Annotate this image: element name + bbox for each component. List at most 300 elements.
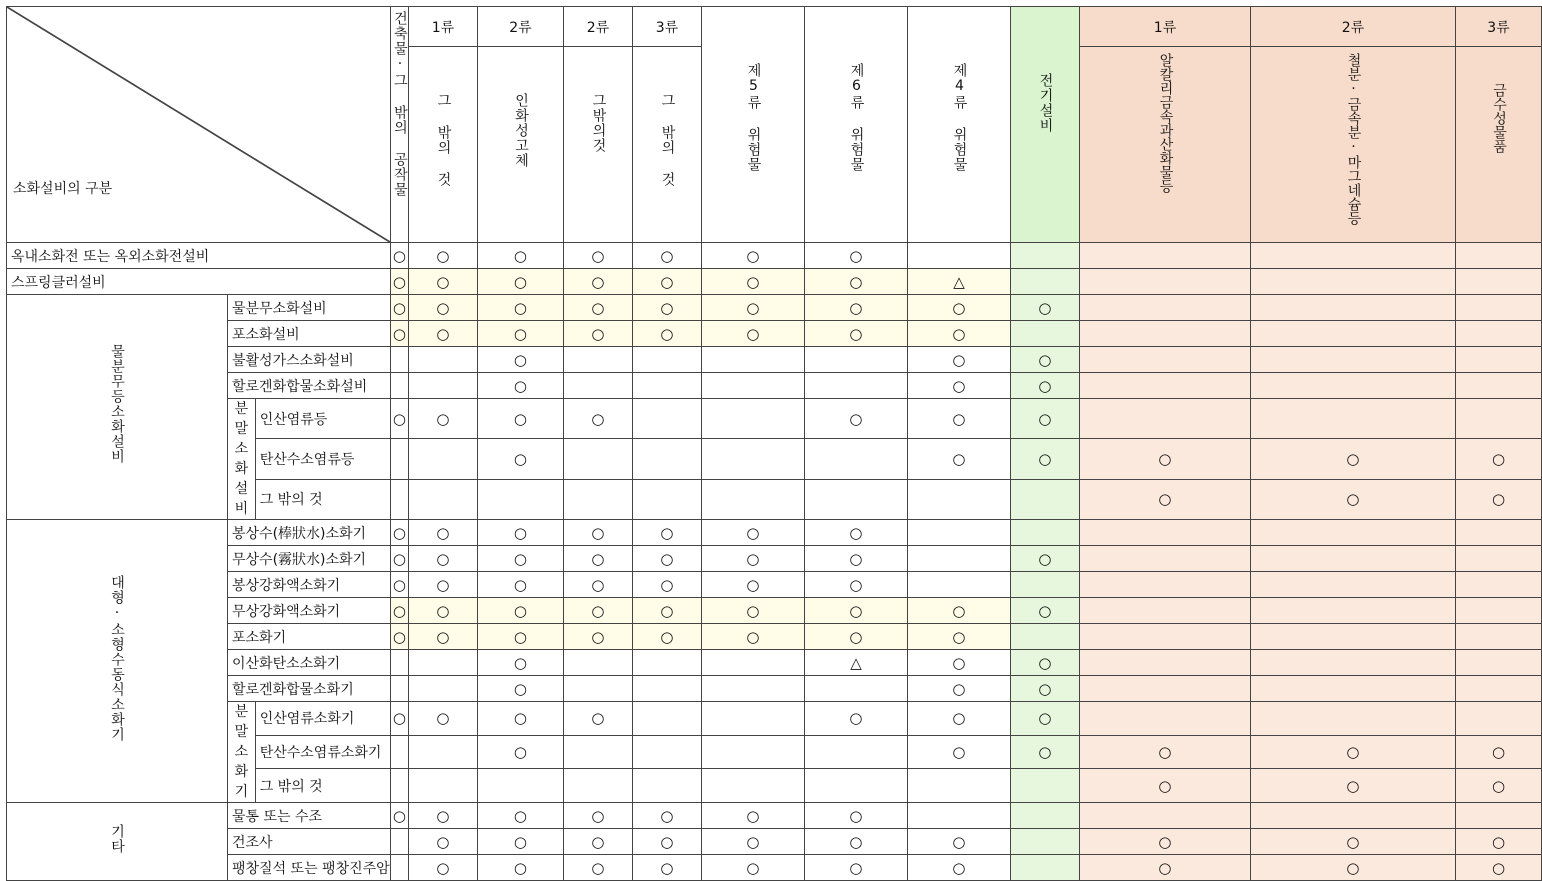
- subgroup-label-powder2: 분말소화기: [228, 702, 256, 803]
- table-cell: [907, 769, 1010, 803]
- table-row: [7, 243, 1542, 269]
- table-cell: ○: [390, 624, 408, 650]
- table-cell: ○: [701, 546, 804, 572]
- table-cell: [1250, 624, 1455, 650]
- row-label: 포소화설비: [228, 321, 391, 347]
- table-cell: ○: [907, 855, 1010, 881]
- table-cell: [1010, 769, 1079, 803]
- table-cell: [1250, 373, 1455, 399]
- table-cell: ○: [1010, 650, 1079, 676]
- table-cell: [701, 439, 804, 479]
- table-cell: [408, 479, 477, 519]
- table-cell: ○: [1079, 855, 1250, 881]
- table-cell: [563, 479, 632, 519]
- diagonal-line: [7, 7, 390, 242]
- table-cell: [804, 439, 907, 479]
- table-cell: ○: [563, 598, 632, 624]
- table-cell: [1079, 572, 1250, 598]
- table-cell: ○: [1010, 702, 1079, 736]
- table-cell: [1079, 243, 1250, 269]
- row-label: 무상강화액소화기: [228, 598, 391, 624]
- table-cell: ○: [1010, 735, 1079, 769]
- table-cell: [1250, 676, 1455, 702]
- table-cell: [1079, 676, 1250, 702]
- table-cell: ○: [804, 803, 907, 829]
- table-cell: ○: [907, 347, 1010, 373]
- table-cell: ○: [477, 650, 563, 676]
- table-cell: [563, 439, 632, 479]
- table-cell: ○: [563, 572, 632, 598]
- table-cell: ○: [563, 624, 632, 650]
- table-cell: [390, 769, 408, 803]
- table-cell: ○: [1250, 829, 1455, 855]
- table-cell: ○: [907, 598, 1010, 624]
- col-header-structures: 건축물·그 밖의 공작물: [390, 7, 408, 243]
- table-cell: ○: [701, 855, 804, 881]
- table-cell: ○: [1010, 439, 1079, 479]
- table-cell: ○: [408, 520, 477, 546]
- table-cell: [1250, 399, 1455, 439]
- col-top-class1: 1류: [408, 7, 477, 47]
- table-cell: [408, 373, 477, 399]
- group-label-portable: 대형·소형수동식소화기: [7, 520, 228, 803]
- table-cell: ○: [1079, 479, 1250, 519]
- table-cell: [701, 650, 804, 676]
- table-cell: [1079, 598, 1250, 624]
- table-cell: [1079, 399, 1250, 439]
- table-row: [7, 321, 1542, 347]
- table-cell: [1250, 520, 1455, 546]
- table-cell: ○: [701, 803, 804, 829]
- table-cell: [1010, 572, 1079, 598]
- row-label: 할로겐화합물소화설비: [228, 373, 391, 399]
- row-label: 무상수(霧狀水)소화기: [228, 546, 391, 572]
- table-cell: ○: [804, 321, 907, 347]
- table-cell: ○: [632, 572, 701, 598]
- table-cell: [1455, 243, 1541, 269]
- table-cell: [701, 735, 804, 769]
- table-cell: [632, 769, 701, 803]
- table-cell: ○: [563, 702, 632, 736]
- table-cell: [1010, 829, 1079, 855]
- table-cell: [1010, 321, 1079, 347]
- table-cell: [1455, 676, 1541, 702]
- table-cell: [1250, 347, 1455, 373]
- table-cell: [1079, 546, 1250, 572]
- table-cell: ○: [563, 546, 632, 572]
- table-cell: ○: [477, 439, 563, 479]
- table-cell: ○: [1250, 479, 1455, 519]
- table-cell: ○: [390, 243, 408, 269]
- table-cell: ○: [804, 295, 907, 321]
- table-cell: [632, 479, 701, 519]
- table-cell: ○: [632, 624, 701, 650]
- table-cell: ○: [907, 295, 1010, 321]
- row-label: 인산염류소화기: [255, 702, 390, 736]
- table-cell: ○: [1079, 735, 1250, 769]
- table-cell: [408, 735, 477, 769]
- table-row: [7, 829, 1542, 855]
- table-cell: [563, 347, 632, 373]
- table-cell: [1079, 624, 1250, 650]
- table-cell: ○: [701, 624, 804, 650]
- table-cell: ○: [563, 321, 632, 347]
- table-cell: [408, 650, 477, 676]
- table-cell: [390, 439, 408, 479]
- table-cell: [1010, 479, 1079, 519]
- table-cell: [1455, 546, 1541, 572]
- corner-header: [7, 7, 391, 243]
- table-cell: [1455, 269, 1541, 295]
- row-label: 인산염류등: [255, 399, 390, 439]
- table-cell: [1079, 295, 1250, 321]
- table-cell: ○: [390, 546, 408, 572]
- table-cell: ○: [804, 243, 907, 269]
- group-label-water: 물분무등소화설비: [7, 295, 228, 520]
- table-cell: [701, 676, 804, 702]
- subgroup-label-powder1: 분말소화설비: [228, 399, 256, 520]
- table-cell: ○: [1455, 829, 1541, 855]
- col-top-class2-special: 2류: [1250, 7, 1455, 47]
- corner-label: 소화설비의 구분: [13, 181, 113, 197]
- table-cell: [1455, 598, 1541, 624]
- table-cell: ○: [477, 399, 563, 439]
- table-cell: ○: [1250, 855, 1455, 881]
- table-row: [7, 373, 1542, 399]
- table-cell: [1455, 624, 1541, 650]
- table-row: [7, 624, 1542, 650]
- table-cell: [1455, 520, 1541, 546]
- table-cell: ○: [408, 295, 477, 321]
- table-cell: ○: [907, 373, 1010, 399]
- table-cell: [632, 650, 701, 676]
- col-header-iron-metal-magnesium: 철분·금속분·마그네슘등: [1250, 47, 1455, 243]
- table-cell: [477, 479, 563, 519]
- table-cell: ○: [1455, 479, 1541, 519]
- table-cell: ○: [477, 803, 563, 829]
- col-top-class2-b: 2류: [563, 7, 632, 47]
- table-cell: ○: [390, 702, 408, 736]
- table-cell: ○: [477, 520, 563, 546]
- table-cell: ○: [632, 295, 701, 321]
- table-row: [7, 295, 1542, 321]
- col-header-class5: 제5류 위험물: [701, 7, 804, 243]
- table-cell: ○: [1250, 769, 1455, 803]
- table-cell: ○: [390, 399, 408, 439]
- table-cell: [701, 373, 804, 399]
- table-cell: [1455, 650, 1541, 676]
- table-cell: [1010, 243, 1079, 269]
- table-cell: ○: [1010, 373, 1079, 399]
- table-cell: [390, 676, 408, 702]
- table-cell: ○: [701, 243, 804, 269]
- table-cell: ○: [477, 243, 563, 269]
- table-cell: [804, 769, 907, 803]
- table-cell: ○: [408, 269, 477, 295]
- table-cell: ○: [477, 855, 563, 881]
- table-cell: [804, 676, 907, 702]
- table-cell: ○: [1010, 295, 1079, 321]
- table-cell: ○: [477, 269, 563, 295]
- row-label: 탄산수소염류소화기: [255, 735, 390, 769]
- col-header-class6: 제6류 위험물: [804, 7, 907, 243]
- table-cell: ○: [408, 855, 477, 881]
- table-cell: [632, 702, 701, 736]
- col-header-electrical: 전기설비: [1010, 7, 1079, 243]
- table-cell: ○: [907, 321, 1010, 347]
- table-cell: [390, 479, 408, 519]
- table-cell: [1455, 803, 1541, 829]
- table-cell: ○: [390, 269, 408, 295]
- table-cell: ○: [701, 295, 804, 321]
- table-cell: [1250, 243, 1455, 269]
- table-cell: [701, 479, 804, 519]
- table-cell: [1079, 373, 1250, 399]
- col-header-class1-other: 그 밖의 것: [408, 47, 477, 243]
- col-header-class3-other: 그 밖의 것: [632, 47, 701, 243]
- table-cell: [390, 735, 408, 769]
- table-cell: ○: [1010, 546, 1079, 572]
- table-cell: [408, 769, 477, 803]
- table-cell: ○: [390, 572, 408, 598]
- table-cell: ○: [408, 702, 477, 736]
- table-cell: [390, 855, 408, 881]
- table-cell: ○: [632, 520, 701, 546]
- table-cell: ○: [1455, 855, 1541, 881]
- table-cell: ○: [701, 520, 804, 546]
- table-cell: ○: [804, 399, 907, 439]
- table-row: [7, 269, 1542, 295]
- row-label: 탄산수소염류등: [255, 439, 390, 479]
- table-cell: ○: [477, 572, 563, 598]
- table-cell: ○: [1455, 769, 1541, 803]
- col-header-water-reactive: 금수성물품: [1455, 47, 1541, 243]
- table-cell: [1079, 347, 1250, 373]
- table-cell: ○: [804, 702, 907, 736]
- table-cell: [563, 650, 632, 676]
- table-cell: [408, 676, 477, 702]
- table-cell: [1250, 650, 1455, 676]
- table-cell: ○: [563, 855, 632, 881]
- table-cell: [563, 769, 632, 803]
- table-cell: ○: [563, 520, 632, 546]
- table-row: [7, 598, 1542, 624]
- col-header-class2-other: 그밖의것: [563, 47, 632, 243]
- col-top-class3-special: 3류: [1455, 7, 1541, 47]
- table-cell: [907, 572, 1010, 598]
- table-cell: ○: [477, 624, 563, 650]
- table-row: [7, 572, 1542, 598]
- col-header-class4: 제4류 위험물: [907, 7, 1010, 243]
- table-cell: ○: [477, 546, 563, 572]
- table-cell: [1010, 269, 1079, 295]
- table-cell: ○: [1079, 439, 1250, 479]
- table-cell: [1250, 295, 1455, 321]
- table-cell: ○: [1010, 676, 1079, 702]
- table-cell: ○: [477, 598, 563, 624]
- table-cell: [632, 735, 701, 769]
- table-cell: ○: [390, 520, 408, 546]
- table-cell: [701, 399, 804, 439]
- table-cell: [1010, 803, 1079, 829]
- table-cell: ○: [1250, 439, 1455, 479]
- col-top-class1-special: 1류: [1079, 7, 1250, 47]
- table-cell: ○: [477, 321, 563, 347]
- table-cell: [1455, 399, 1541, 439]
- table-cell: ○: [1455, 439, 1541, 479]
- row-label: 옥내소화전 또는 옥외소화전설비: [7, 243, 391, 269]
- col-header-flammable-solid: 인화성고체: [477, 47, 563, 243]
- table-cell: ○: [408, 321, 477, 347]
- table-cell: ○: [907, 676, 1010, 702]
- table-cell: [632, 676, 701, 702]
- row-label: 스프링클러설비: [7, 269, 391, 295]
- table-cell: ○: [563, 803, 632, 829]
- table-cell: [701, 702, 804, 736]
- table-cell: ○: [701, 572, 804, 598]
- table-cell: ○: [632, 829, 701, 855]
- row-label: 포소화기: [228, 624, 391, 650]
- row-label: 할로겐화합물소화기: [228, 676, 391, 702]
- table-cell: ○: [907, 735, 1010, 769]
- row-label: 물통 또는 수조: [228, 803, 391, 829]
- table-cell: [1250, 321, 1455, 347]
- row-label: 봉상수(棒狀水)소화기: [228, 520, 391, 546]
- table-cell: ○: [408, 399, 477, 439]
- table-cell: [804, 479, 907, 519]
- table-cell: ○: [408, 546, 477, 572]
- table-cell: [1455, 347, 1541, 373]
- table-cell: [390, 373, 408, 399]
- table-cell: ○: [804, 624, 907, 650]
- table-row: [7, 399, 1542, 439]
- table-cell: ○: [804, 546, 907, 572]
- table-cell: ○: [701, 321, 804, 347]
- group-label-other: 기타: [7, 803, 228, 881]
- table-cell: [1455, 572, 1541, 598]
- table-cell: ○: [477, 676, 563, 702]
- table-cell: ○: [632, 546, 701, 572]
- table-cell: ○: [477, 735, 563, 769]
- table-cell: ○: [563, 829, 632, 855]
- table-cell: [1250, 572, 1455, 598]
- table-cell: [632, 347, 701, 373]
- table-row: [7, 676, 1542, 702]
- table-cell: ○: [408, 829, 477, 855]
- row-label: 그 밖의 것: [255, 769, 390, 803]
- table-row: [7, 650, 1542, 676]
- table-cell: [701, 347, 804, 373]
- table-cell: [907, 546, 1010, 572]
- table-cell: ○: [1079, 769, 1250, 803]
- table-cell: [907, 520, 1010, 546]
- table-cell: [1010, 624, 1079, 650]
- table-cell: ○: [632, 321, 701, 347]
- table-cell: ○: [563, 243, 632, 269]
- table-cell: [1250, 546, 1455, 572]
- table-cell: ○: [390, 598, 408, 624]
- table-cell: ○: [632, 855, 701, 881]
- table-cell: [1455, 373, 1541, 399]
- table-cell: ○: [804, 598, 907, 624]
- table-cell: ○: [390, 321, 408, 347]
- table-cell: [1250, 803, 1455, 829]
- table-cell: [1455, 702, 1541, 736]
- table-cell: ○: [408, 598, 477, 624]
- table-cell: ○: [477, 373, 563, 399]
- table-cell: ○: [408, 243, 477, 269]
- row-label: 물분무소화설비: [228, 295, 391, 321]
- table-cell: ○: [804, 829, 907, 855]
- table-cell: [907, 479, 1010, 519]
- table-cell: [1010, 520, 1079, 546]
- table-cell: [563, 676, 632, 702]
- table-cell: ○: [563, 295, 632, 321]
- table-cell: ○: [804, 855, 907, 881]
- table-cell: ○: [1250, 735, 1455, 769]
- table-row: [7, 347, 1542, 373]
- table-cell: ○: [632, 803, 701, 829]
- table-cell: ○: [1079, 829, 1250, 855]
- table-cell: ○: [408, 624, 477, 650]
- table-cell: [804, 347, 907, 373]
- row-label: 이산화탄소소화기: [228, 650, 391, 676]
- row-label: 팽창질석 또는 팽창진주암: [228, 855, 391, 881]
- row-label: 건조사: [228, 829, 391, 855]
- table-cell: ○: [907, 702, 1010, 736]
- table-cell: [408, 439, 477, 479]
- table-cell: [390, 829, 408, 855]
- table-cell: [1079, 803, 1250, 829]
- table-cell: [1079, 520, 1250, 546]
- table-cell: [408, 347, 477, 373]
- col-header-alkali-peroxide: 알칼리금속과산화물등: [1079, 47, 1250, 243]
- table-cell: ○: [907, 650, 1010, 676]
- table-row: [7, 520, 1542, 546]
- table-cell: [632, 439, 701, 479]
- table-cell: ○: [632, 598, 701, 624]
- table-cell: ○: [390, 295, 408, 321]
- table-cell: ○: [632, 243, 701, 269]
- table-cell: ○: [408, 803, 477, 829]
- table-cell: [563, 373, 632, 399]
- table-cell: ○: [907, 439, 1010, 479]
- table-cell: ○: [1010, 347, 1079, 373]
- table-row: [7, 803, 1542, 829]
- table-cell: ○: [563, 269, 632, 295]
- table-cell: ○: [701, 829, 804, 855]
- table-cell: [1079, 650, 1250, 676]
- table-cell: [563, 735, 632, 769]
- table-cell: ○: [632, 269, 701, 295]
- table-cell: [632, 399, 701, 439]
- table-cell: [1010, 855, 1079, 881]
- table-row: [7, 855, 1542, 881]
- table-cell: ○: [390, 803, 408, 829]
- table-cell: ○: [1010, 598, 1079, 624]
- table-cell: [804, 735, 907, 769]
- table-cell: [907, 243, 1010, 269]
- table-cell: △: [907, 269, 1010, 295]
- table-cell: [632, 373, 701, 399]
- table-cell: ○: [408, 572, 477, 598]
- table-cell: ○: [701, 269, 804, 295]
- table-row: [7, 702, 1542, 736]
- table-cell: [1079, 321, 1250, 347]
- table-cell: ○: [1010, 399, 1079, 439]
- table-cell: ○: [907, 829, 1010, 855]
- row-label: 그 밖의 것: [255, 479, 390, 519]
